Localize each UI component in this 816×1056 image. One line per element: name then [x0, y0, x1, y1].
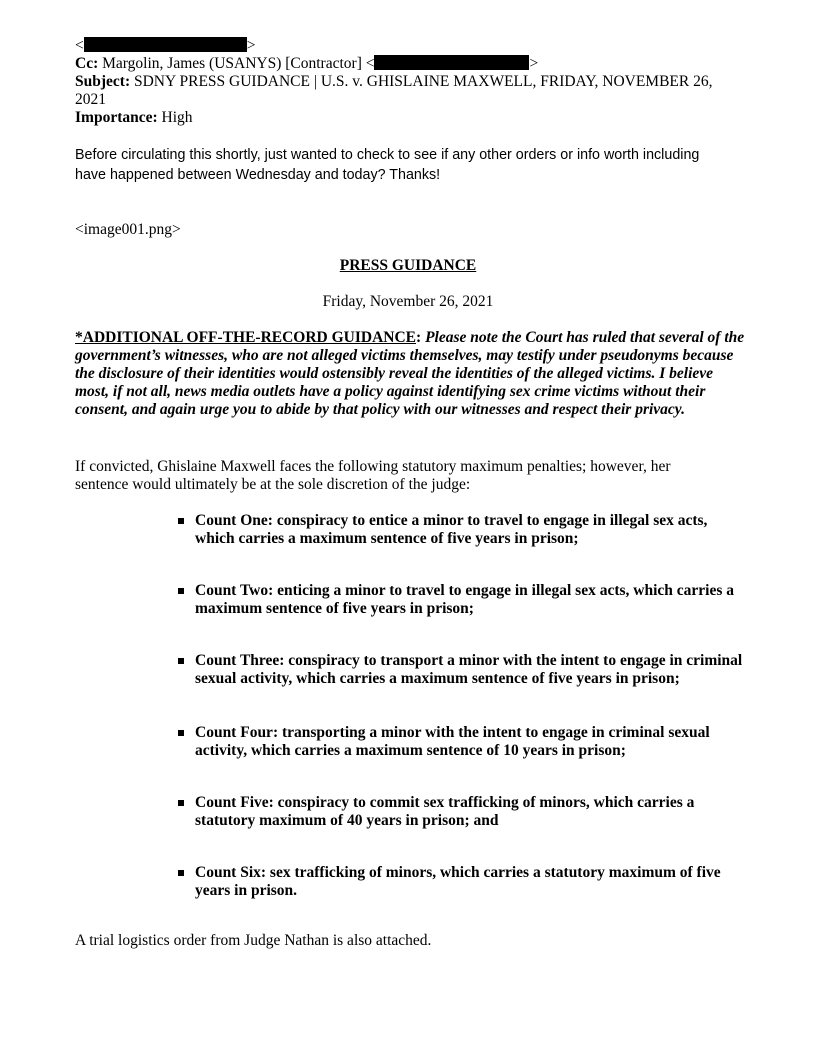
bullet-icon: [178, 588, 184, 594]
importance-line: [75, 109, 193, 127]
from-open: <: [75, 37, 84, 54]
bullet-icon: [178, 658, 184, 664]
cc-line: [75, 55, 538, 73]
subject-line-2: 2021: [75, 91, 106, 108]
subject-line: [75, 73, 713, 91]
count-item: Count Four: transporting a minor with the intent to engage in criminal sexual activity, which carries a maximum sentence of 10 years in prison;: [195, 724, 710, 759]
cc-close: >: [529, 55, 539, 72]
bullet-icon: [178, 518, 184, 524]
penalties-intro-1: If convicted, Ghislaine Maxwell faces the following statutory maximum penalties; however, her: [75, 458, 671, 475]
from-line: [75, 37, 256, 55]
cc-label: Cc:: [75, 55, 99, 72]
guidance-date: Friday, November 26, 2021: [322, 293, 494, 310]
redaction-bar: [84, 37, 247, 52]
guidance-title: PRESS GUIDANCE: [339, 257, 477, 274]
penalties-intro-2: sentence would ultimately be at the sole discretion of the judge:: [75, 476, 471, 493]
bullet-icon: [178, 800, 184, 806]
count-item: Count Five: conspiracy to commit sex trafficking of minors, which carries a statutory maximum of 40 years in prison; and: [195, 794, 695, 829]
subject-label: Subject:: [75, 73, 131, 90]
count-item: Count Two: enticing a minor to travel to engage in illegal sex acts, which carries a maximum sentence of five years in prison;: [195, 582, 734, 617]
off-record-text: Please note the Court has ruled that several of the government’s witnesses, who are not alleged victims themselves, may testify under pseudonyms because the disclosure of their identities would ostensibly reveal the identities of the alleged victims. I believe most, if not all, news media outlets have a policy against identifying sex crime victims without their consent, and again urge you to abide by that policy with our witnesses and respect their privacy.: [75, 329, 745, 418]
subject-value: SDNY PRESS GUIDANCE | U.S. v. GHISLAINE MAXWELL, FRIDAY, NOVEMBER 26,: [133, 73, 713, 90]
count-item: Count One: conspiracy to entice a minor to travel to engage in illegal sex acts, which carries a maximum sentence of five years in prison;: [195, 512, 708, 547]
bullet-icon: [178, 730, 184, 736]
bullet-icon: [178, 870, 184, 876]
guidance-title-row: [0, 257, 816, 275]
importance-label: Importance:: [75, 109, 158, 126]
from-close: >: [246, 37, 256, 54]
importance-value: High: [161, 109, 193, 126]
redaction-bar: [374, 55, 529, 70]
off-record-label: *ADDITIONAL OFF-THE-RECORD GUIDANCE: [75, 329, 417, 346]
attachment-placeholder: <image001.png>: [75, 221, 181, 238]
count-item: Count Six: sex trafficking of minors, which carries a statutory maximum of five years in prison.: [195, 864, 721, 899]
off-record-colon: :: [416, 329, 422, 346]
cc-value: Margolin, James (USANYS) [Contractor] <: [102, 55, 375, 72]
closing-line: A trial logistics order from Judge Nathan is also attached.: [75, 932, 432, 949]
count-item: Count Three: conspiracy to transport a minor with the intent to engage in criminal sexual activity, which carries a maximum sentence of five years in prison;: [195, 652, 743, 687]
message-line-1: Before circulating this shortly, just wanted to check to see if any other orders or info worth including: [75, 147, 700, 163]
message-line-2: have happened between Wednesday and today? Thanks!: [75, 167, 441, 183]
off-record-guidance: [75, 329, 745, 419]
